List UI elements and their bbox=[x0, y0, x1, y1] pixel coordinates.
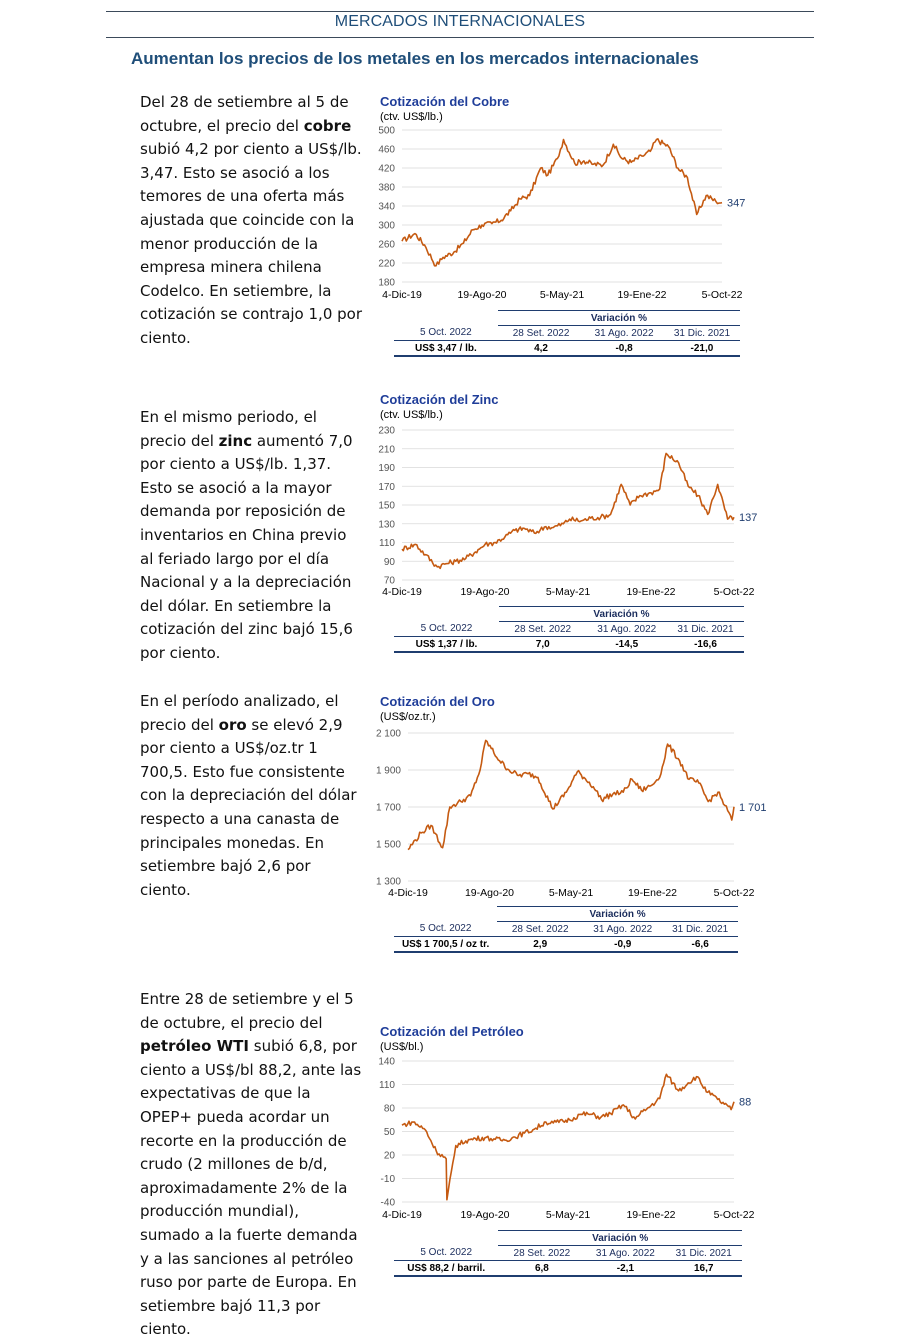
y-tick-label: 90 bbox=[383, 556, 395, 568]
table-value-cell: US$ 88,2 / barril. bbox=[394, 1261, 498, 1277]
y-tick-label: 110 bbox=[379, 1080, 395, 1091]
y-tick-label: 130 bbox=[378, 519, 395, 531]
variation-table-oro bbox=[394, 906, 738, 953]
last-value-label: 1 701 bbox=[739, 801, 767, 814]
x-tick-label: 4-Dic-19 bbox=[382, 1209, 422, 1221]
y-tick-label: 20 bbox=[383, 1150, 395, 1162]
y-tick-label: -10 bbox=[380, 1174, 395, 1185]
x-tick-label: 5-Oct-22 bbox=[713, 1209, 755, 1221]
variation-header: Variación % bbox=[498, 311, 740, 326]
table-header-cell: 31 Ago. 2022 bbox=[585, 1246, 665, 1261]
table-header-cell: 5 Oct. 2022 bbox=[420, 1247, 473, 1259]
y-tick-label: 260 bbox=[378, 239, 395, 251]
table-value-cell: 6,8 bbox=[498, 1261, 585, 1277]
y-tick-label: 140 bbox=[378, 1056, 395, 1068]
x-tick-label: 19-Ene-22 bbox=[626, 586, 676, 598]
paragraph-petroleo: Entre 28 de setiembre y el 5 de octubre, el precio del petróleo WTI subió 6,8, por ciento a US$/bl 88,2, ante las expectativas de que la OPEP+ pueda acordar un recorte en la producción de crudo (2 millones de b/d, aproximadamente 2% de la producción mundial), sumado a la fuerte demanda y a las sanciones al petróleo ruso por parte de Europa. En setiembre bajó 11,3 por ciento. bbox=[140, 990, 362, 1339]
table-header-cell: 31 Dic. 2021 bbox=[664, 326, 740, 341]
table-value-cell: -16,6 bbox=[667, 637, 744, 653]
price-series-line bbox=[402, 139, 722, 266]
variation-header: Variación % bbox=[497, 907, 738, 922]
chart-title: Cotización del Petróleo bbox=[380, 1024, 524, 1039]
variation-table-petroleo bbox=[394, 1230, 742, 1277]
chart-unit-label: (US$/bl.) bbox=[380, 1041, 424, 1053]
table-value-cell: -6,6 bbox=[662, 937, 738, 953]
variation-table-cobre bbox=[394, 310, 740, 357]
x-tick-label: 5-May-21 bbox=[548, 887, 594, 899]
price-series-line bbox=[408, 740, 734, 849]
last-value-label: 347 bbox=[727, 197, 746, 210]
table-header-cell: 31 Ago. 2022 bbox=[584, 326, 664, 341]
x-tick-label: 19-Ago-20 bbox=[464, 887, 515, 899]
y-tick-label: 420 bbox=[378, 163, 395, 175]
x-tick-label: 19-Ene-22 bbox=[617, 289, 667, 301]
chart-oro bbox=[372, 692, 767, 962]
chart-unit-label: (ctv. US$/lb.) bbox=[380, 409, 443, 421]
table-value-cell: -14,5 bbox=[587, 637, 668, 653]
table-value-cell: US$ 1,37 / lb. bbox=[394, 637, 499, 653]
chart-oro-svg bbox=[372, 692, 767, 904]
chart-petroleo-svg bbox=[372, 1022, 762, 1226]
last-value-label: 137 bbox=[739, 512, 758, 525]
main-title: Aumentan los precios de los metales en los mercados internacionales bbox=[131, 49, 699, 68]
x-tick-label: 5-Oct-22 bbox=[701, 289, 743, 301]
y-tick-label: 150 bbox=[378, 500, 395, 512]
table-header-cell: 5 Oct. 2022 bbox=[420, 327, 472, 339]
header-top-rule bbox=[106, 11, 814, 12]
y-tick-label: 1 900 bbox=[375, 765, 401, 777]
y-tick-label: 110 bbox=[379, 538, 395, 549]
table-header-cell: 31 Ago. 2022 bbox=[583, 922, 662, 937]
chart-cobre bbox=[372, 92, 762, 362]
header-bottom-rule bbox=[106, 37, 814, 38]
x-tick-label: 4-Dic-19 bbox=[382, 289, 422, 301]
x-tick-label: 4-Dic-19 bbox=[388, 887, 428, 899]
x-tick-label: 19-Ago-20 bbox=[460, 1209, 510, 1221]
y-tick-label: 1 500 bbox=[375, 839, 401, 851]
table-header-cell: 5 Oct. 2022 bbox=[419, 923, 472, 935]
chart-zinc-svg bbox=[372, 390, 762, 602]
y-tick-label: 80 bbox=[383, 1103, 395, 1115]
variation-table-zinc bbox=[394, 606, 744, 653]
table-value-cell: -0,8 bbox=[584, 341, 664, 357]
x-tick-label: 5-Oct-22 bbox=[713, 586, 755, 598]
table-header-cell: 28 Set. 2022 bbox=[498, 326, 585, 341]
table-header-cell: 31 Dic. 2021 bbox=[665, 1246, 742, 1261]
table-value-cell: 4,2 bbox=[498, 341, 585, 357]
y-tick-label: 190 bbox=[378, 463, 395, 474]
table-header-cell: 28 Set. 2022 bbox=[499, 622, 587, 637]
y-tick-label: 220 bbox=[378, 258, 395, 270]
y-tick-label: 50 bbox=[383, 1127, 395, 1138]
table-header-cell: 31 Dic. 2021 bbox=[667, 622, 744, 637]
y-tick-label: 2 100 bbox=[375, 728, 401, 740]
y-tick-label: 380 bbox=[378, 182, 395, 194]
table-value-cell: 2,9 bbox=[497, 937, 583, 953]
y-tick-label: 230 bbox=[378, 425, 395, 437]
x-tick-label: 19-Ago-20 bbox=[457, 289, 507, 301]
y-tick-label: 500 bbox=[378, 125, 395, 137]
y-tick-label: 180 bbox=[378, 277, 395, 289]
chart-title: Cotización del Cobre bbox=[380, 94, 510, 109]
table-header-cell: 31 Ago. 2022 bbox=[587, 622, 668, 637]
y-tick-label: 460 bbox=[378, 144, 395, 156]
variation-header: Variación % bbox=[498, 1231, 742, 1246]
table-header-cell: 28 Set. 2022 bbox=[498, 1246, 585, 1261]
table-header-cell: 31 Dic. 2021 bbox=[662, 922, 738, 937]
table-header-cell: 28 Set. 2022 bbox=[497, 922, 583, 937]
x-tick-label: 19-Ene-22 bbox=[627, 887, 678, 899]
y-tick-label: 170 bbox=[378, 481, 395, 493]
table-value-cell: -21,0 bbox=[664, 341, 740, 357]
price-series-line bbox=[402, 1074, 734, 1199]
table-value-cell: 7,0 bbox=[499, 637, 587, 653]
chart-cobre-svg bbox=[372, 92, 762, 302]
y-tick-label: 340 bbox=[378, 201, 395, 213]
table-header-cell: 5 Oct. 2022 bbox=[420, 623, 473, 635]
chart-zinc bbox=[372, 390, 762, 660]
table-value-cell: US$ 1 700,5 / oz tr. bbox=[394, 937, 497, 953]
x-tick-label: 5-May-21 bbox=[545, 586, 591, 598]
y-tick-label: 300 bbox=[378, 220, 395, 232]
table-value-cell: -0,9 bbox=[583, 937, 662, 953]
y-tick-label: -40 bbox=[380, 1197, 395, 1209]
section-header-title: MERCADOS INTERNACIONALES bbox=[334, 13, 586, 30]
chart-title: Cotización del Oro bbox=[380, 694, 495, 709]
y-tick-label: 1 300 bbox=[375, 876, 401, 888]
y-tick-label: 70 bbox=[383, 575, 395, 587]
paragraph-zinc: En el mismo periodo, el precio del zinc aumentó 7,0 por ciento a US$/lb. 1,37. Esto se asoció a la mayor demanda por reposición de inventarios en China previo al feriado largo por el día Nacional y a la depreciación del dólar. En setiembre la cotización del zinc bajó 15,6 por ciento. bbox=[140, 408, 353, 662]
paragraph-cobre: Del 28 de setiembre al 5 de octubre, el precio del cobre subió 4,2 por ciento a US$/lb. 3,47. Esto se asoció a los temores de una oferta más ajustada que coincide con la menor producción de la empresa minera chilena Codelco. En setiembre, la cotización se contrajo 1,0 por ciento. bbox=[140, 93, 362, 347]
table-value-cell: 16,7 bbox=[665, 1261, 742, 1277]
x-tick-label: 5-Oct-22 bbox=[713, 887, 755, 899]
x-tick-label: 5-May-21 bbox=[539, 289, 585, 301]
x-tick-label: 4-Dic-19 bbox=[382, 586, 422, 598]
variation-header: Variación % bbox=[499, 607, 744, 622]
table-value-cell: -2,1 bbox=[585, 1261, 665, 1277]
x-tick-label: 19-Ago-20 bbox=[460, 586, 510, 598]
x-tick-label: 19-Ene-22 bbox=[626, 1209, 676, 1221]
chart-unit-label: (US$/oz.tr.) bbox=[380, 711, 436, 723]
y-tick-label: 210 bbox=[378, 444, 395, 456]
paragraph-oro: En el período analizado, el precio del oro se elevó 2,9 por ciento a US$/oz.tr 1 700,5. Esto fue consistente con la depreciación del dólar respecto a una canasta de principales monedas. En setiembre bajó 2,6 por ciento. bbox=[140, 692, 357, 899]
chart-unit-label: (ctv. US$/lb.) bbox=[380, 111, 443, 123]
x-tick-label: 5-May-21 bbox=[545, 1209, 591, 1221]
price-series-line bbox=[402, 453, 734, 568]
last-value-label: 88 bbox=[739, 1096, 752, 1109]
table-value-cell: US$ 3,47 / lb. bbox=[394, 341, 498, 357]
y-tick-label: 1 700 bbox=[375, 802, 401, 814]
chart-title: Cotización del Zinc bbox=[380, 392, 499, 407]
chart-petroleo bbox=[372, 1022, 762, 1282]
